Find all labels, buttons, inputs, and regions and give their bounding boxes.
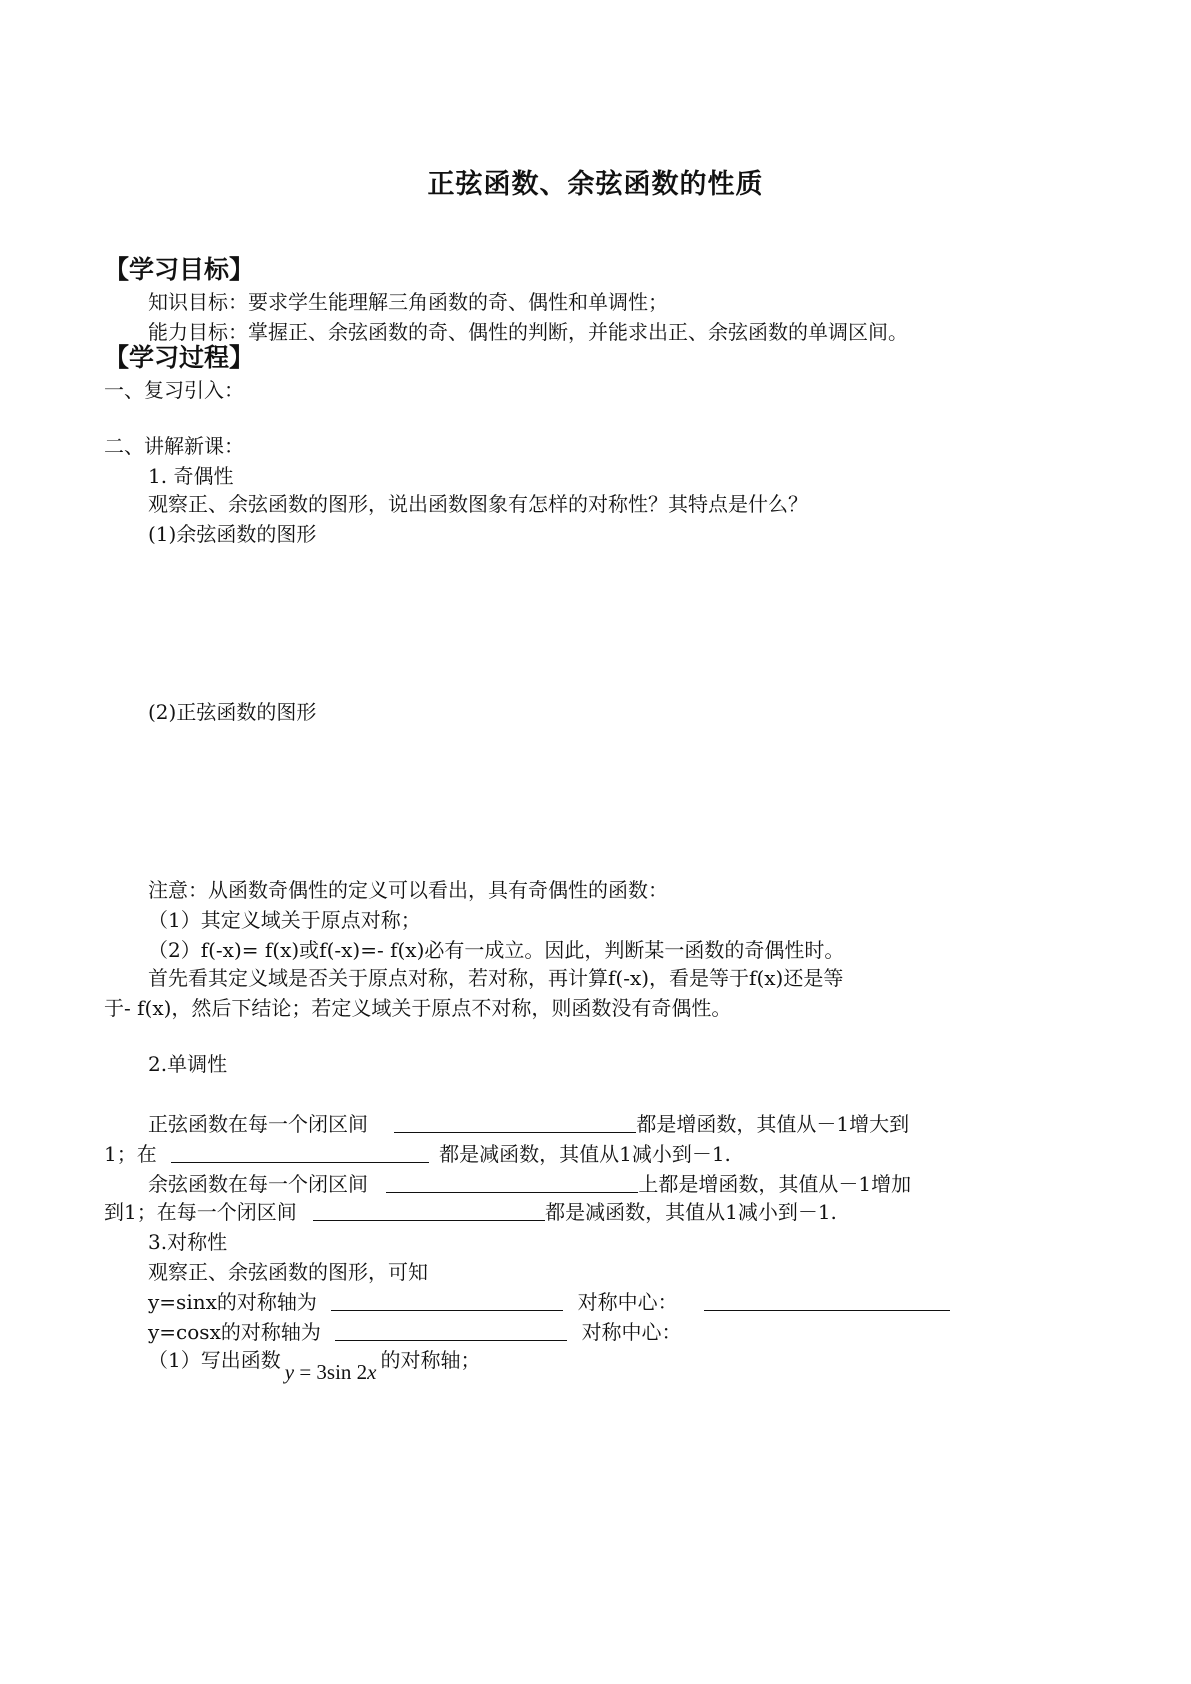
sin-center-blank[interactable]: [704, 1290, 950, 1311]
sin-center-label: 对称中心：: [577, 1290, 678, 1314]
cos-increase-a: 余弦函数在每一个闭区间: [148, 1172, 368, 1196]
cos-axis-blank[interactable]: [335, 1320, 567, 1341]
cos-center-label: 对称中心：: [581, 1320, 682, 1344]
cos-graph-label: (1)余弦函数的图形: [148, 522, 317, 546]
sin-increase-line: [148, 1110, 909, 1138]
sin-symmetry-line: [148, 1288, 950, 1316]
parity-note: 注意：从函数奇偶性的定义可以看出，具有奇偶性的函数：: [148, 878, 668, 902]
cos-decrease-d: 都是减函数，其值从1减小到－1.: [545, 1200, 837, 1224]
process-heading: 【学习过程】: [104, 343, 255, 372]
cos-symmetry-line: [148, 1318, 682, 1346]
parity-method-2: 于- f(x)，然后下结论；若定义域关于原点不对称，则函数没有奇偶性。: [104, 996, 732, 1020]
sin-decrease-d: 都是减函数，其值从1减小到－1.: [439, 1142, 731, 1166]
cos-increase-b: 上都是增函数，其值从－1增加: [638, 1172, 912, 1196]
knowledge-goal: 知识目标：要求学生能理解三角函数的奇、偶性和单调性；: [148, 290, 668, 314]
sin-axis-label: y=sinx的对称轴为: [148, 1290, 317, 1314]
exercise-1-a: （1）写出函数: [148, 1348, 281, 1372]
sin-decrease-blank[interactable]: [171, 1142, 429, 1163]
sin-decrease-line: [104, 1140, 731, 1168]
goals-heading: 【学习目标】: [104, 255, 255, 284]
exercise-1-formula: y = 3sin 2x: [284, 1360, 377, 1384]
sin-increase-blank[interactable]: [394, 1112, 636, 1133]
cos-decrease-line: [104, 1198, 837, 1226]
sin-increase-b: 都是增函数，其值从－1增大到: [636, 1112, 910, 1136]
parity-note-2: （2）f(-x)= f(x)或f(-x)=- f(x)必有一成立。因此，判断某一函数的奇偶性时。: [148, 938, 845, 962]
monotonicity-heading: 2.单调性: [148, 1052, 228, 1076]
sin-increase-a: 正弦函数在每一个闭区间: [148, 1112, 368, 1136]
parity-method-1: 首先看其定义域是否关于原点对称，若对称，再计算f(-x)，看是等于f(x)还是等: [148, 966, 844, 990]
symmetry-prompt: 观察正、余弦函数的图形，可知: [148, 1260, 428, 1284]
parity-heading: 1. 奇偶性: [148, 464, 234, 488]
cos-decrease-c: 到1；在每一个闭区间: [104, 1200, 297, 1224]
new-lesson-section: 二、讲解新课：: [104, 434, 244, 458]
parity-note-1: （1）其定义域关于原点对称；: [148, 908, 421, 932]
cos-increase-line: [148, 1170, 911, 1198]
symmetry-heading: 3.对称性: [148, 1230, 228, 1254]
cos-increase-blank[interactable]: [386, 1172, 638, 1193]
exercise-1-b: 的对称轴；: [380, 1348, 481, 1372]
sin-axis-blank[interactable]: [331, 1290, 563, 1311]
parity-prompt: 观察正、余弦函数的图形，说出函数图象有怎样的对称性？其特点是什么？: [148, 492, 808, 516]
cos-axis-label: y=cosx的对称轴为: [148, 1320, 321, 1344]
sin-graph-label: (2)正弦函数的图形: [148, 700, 317, 724]
ability-goal: 能力目标：掌握正、余弦函数的奇、偶性的判断，并能求出正、余弦函数的单调区间。: [148, 320, 908, 344]
exercise-1: [148, 1346, 481, 1384]
review-section: 一、复习引入：: [104, 378, 244, 402]
sin-decrease-c: 1；在: [104, 1142, 157, 1166]
page-title: 正弦函数、余弦函数的性质: [427, 169, 764, 200]
cos-decrease-blank[interactable]: [313, 1200, 545, 1221]
